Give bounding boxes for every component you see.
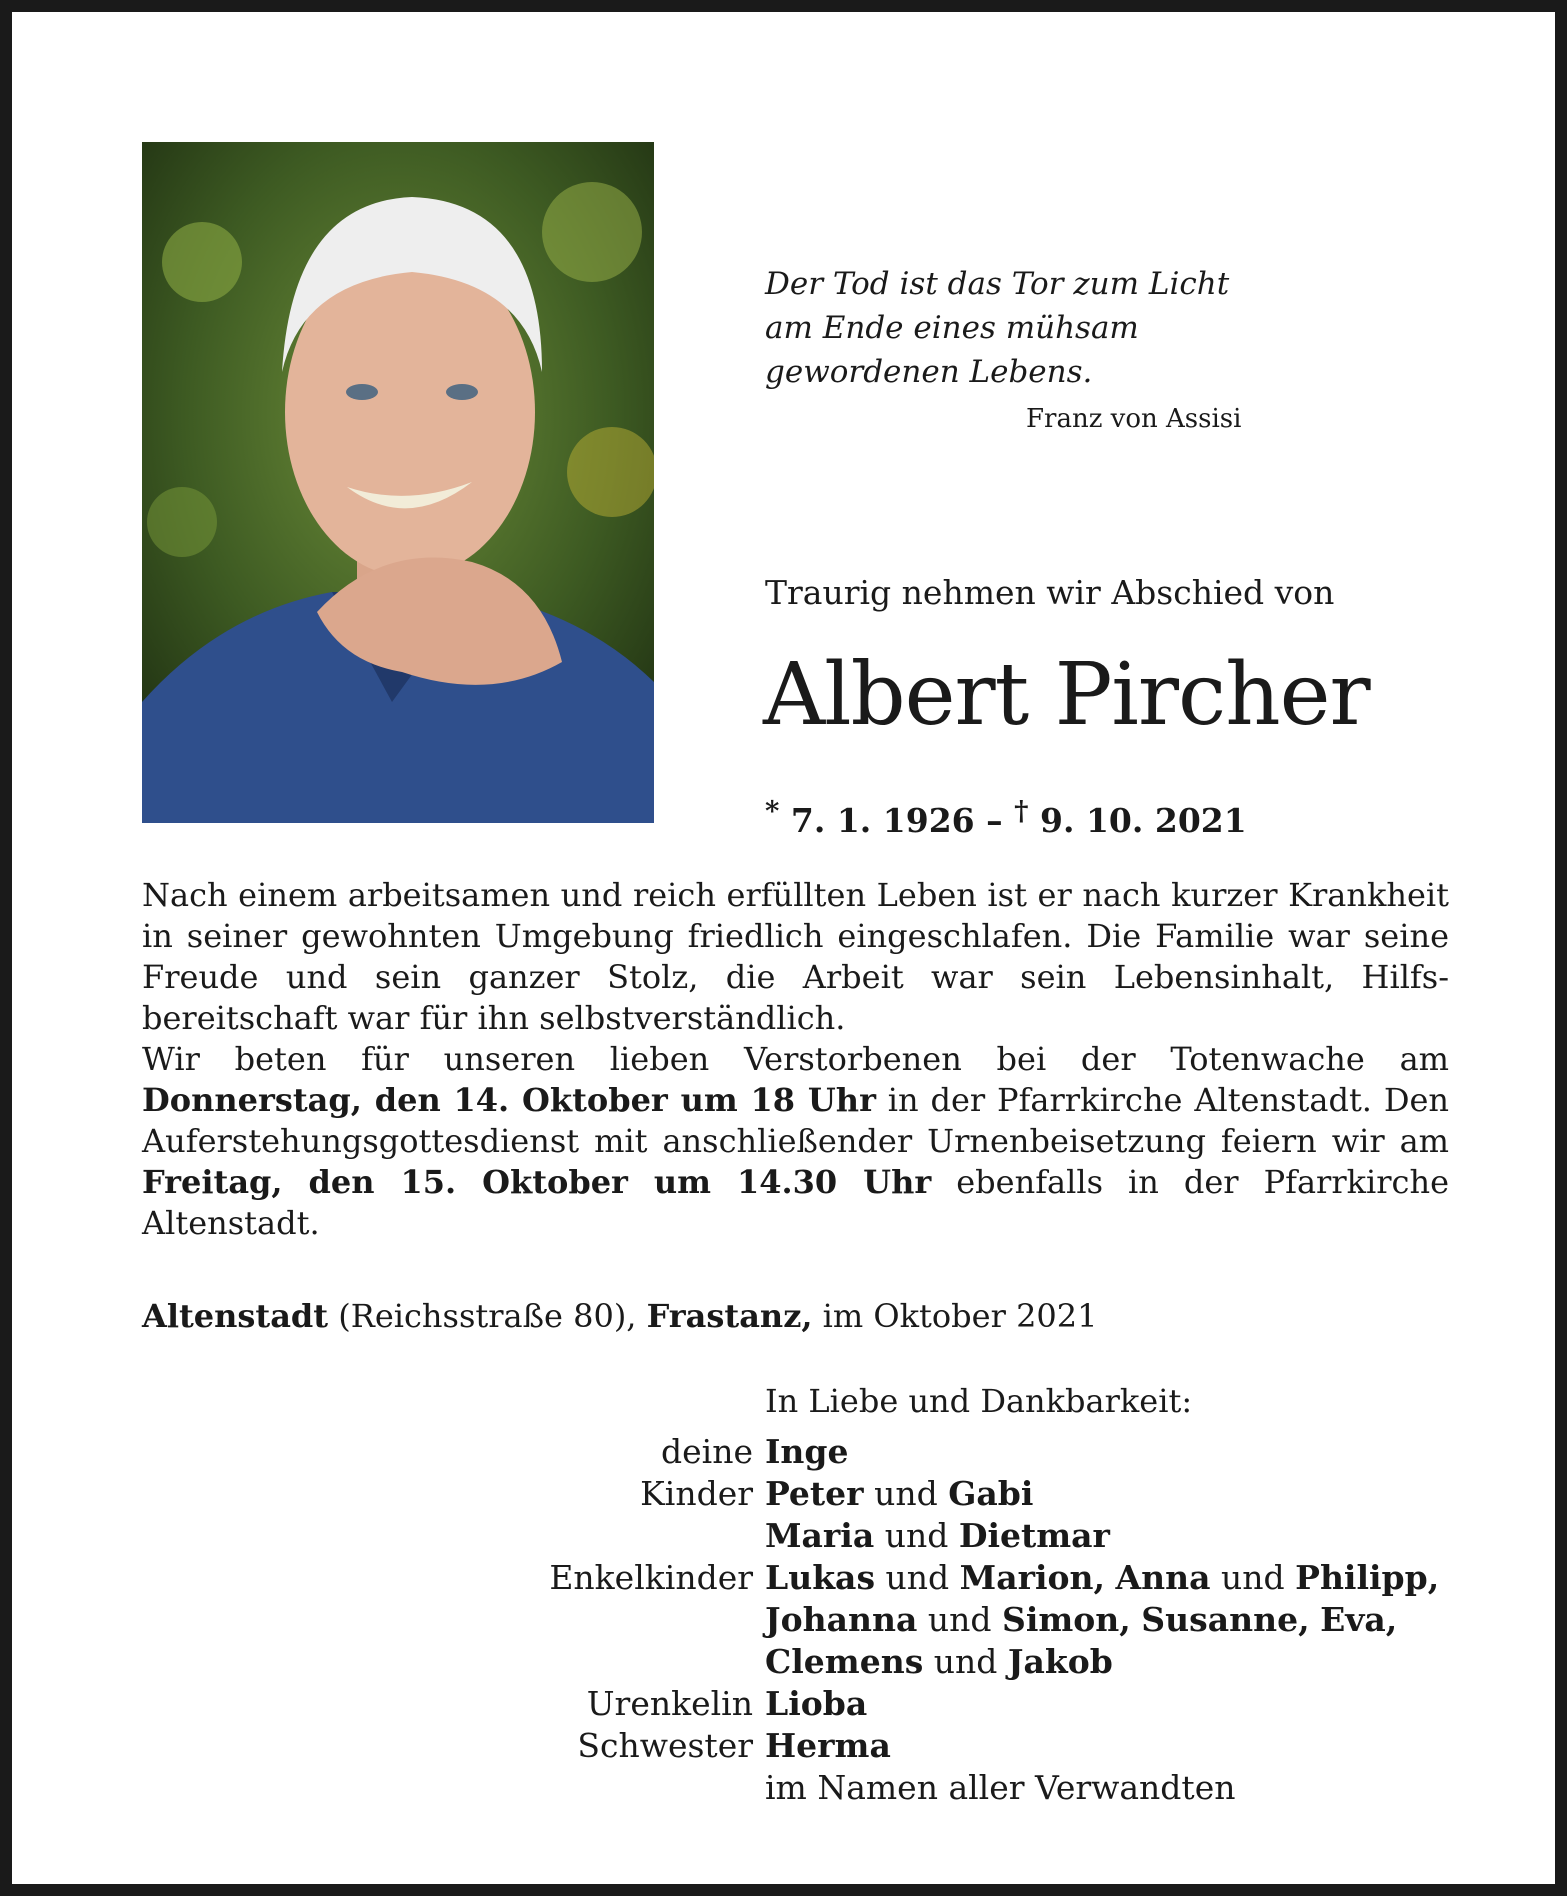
list-item <box>142 1683 1542 1725</box>
life-dates <box>765 795 1247 840</box>
list-item <box>142 1641 1542 1683</box>
relation-label: Kinder <box>640 1474 753 1513</box>
quote-line: am Ende eines mühsam <box>765 310 1139 346</box>
mourner-name: Eva, <box>1320 1600 1398 1639</box>
mourner-name: Johanna <box>765 1600 918 1639</box>
service-text: in der Pfarrkirche Altenstadt. Den Auferstehungsgottesdienst mit anschließender Urnenbeisetzung feiern wir am <box>142 1081 1450 1160</box>
mourner-name: Gabi <box>948 1474 1034 1513</box>
list-item <box>142 1431 1542 1473</box>
mourners-list <box>142 1431 1542 1809</box>
service-paragraph <box>142 1039 1449 1244</box>
portrait-photo <box>142 142 654 823</box>
mourner-name: Philipp, <box>1295 1558 1440 1597</box>
relation-label: Urenkelin <box>586 1684 753 1723</box>
quote-line: Der Tod ist das Tor zum Licht <box>765 266 1230 302</box>
relation-label: Enkelkinder <box>549 1558 753 1597</box>
list-item <box>142 1599 1542 1641</box>
obituary-text <box>142 875 1449 1244</box>
place-line <box>142 1297 1098 1335</box>
date-separator: – <box>986 801 1003 840</box>
mourner-name: Herma <box>765 1726 891 1765</box>
mourner-name: Inge <box>765 1432 849 1471</box>
closing-line: In Liebe und Dankbarkeit: <box>765 1382 1193 1420</box>
relation-label: deine <box>661 1432 753 1471</box>
list-item <box>142 1515 1542 1557</box>
conjunction: und <box>927 1600 992 1639</box>
mourner-name: Dietmar <box>958 1516 1110 1555</box>
mourner-name: Susanne, <box>1141 1600 1310 1639</box>
obituary-page <box>12 12 1555 1884</box>
relatives-line: im Namen aller Verwandten <box>765 1768 1236 1807</box>
conjunction: und <box>933 1642 998 1681</box>
wake-date: Donnerstag, den 14. Oktober um 18 Uhr <box>142 1081 876 1119</box>
quote-author: Franz von Assisi <box>1026 404 1242 434</box>
funeral-date: Freitag, den 15. Oktober um 14.30 Uhr <box>142 1163 932 1201</box>
birth-symbol: * <box>765 795 780 827</box>
mourner-name: Clemens <box>765 1642 924 1681</box>
conjunction: und <box>884 1516 949 1555</box>
address: (Reichsstraße 80), <box>338 1297 637 1335</box>
farewell-line: Traurig nehmen wir Abschied von <box>765 573 1335 612</box>
mourner-name: Marion, <box>959 1558 1105 1597</box>
deceased-name: Albert Pircher <box>763 645 1370 745</box>
conjunction: und <box>874 1474 938 1513</box>
list-item <box>142 1557 1542 1599</box>
death-date: 9. 10. 2021 <box>1040 801 1247 840</box>
list-item <box>142 1725 1542 1767</box>
mourner-name: Peter <box>765 1474 864 1513</box>
relation-label: Schwester <box>577 1726 753 1765</box>
body-paragraph: Nach einem arbeitsamen und reich erfüllten Leben ist er nach kurzer Krankheit in seiner gewohnten Umgebung friedlich eingeschlafen. Die Familie war seine Freude und sein ganzer Stolz, die Arbeit war sein Lebensinhalt, Hilfsbereitschaft war für ihn selbstverständlich. <box>142 876 1449 1037</box>
conjunction: und <box>1220 1558 1285 1597</box>
mourner-name: Lioba <box>765 1684 868 1723</box>
mourner-name: Maria <box>765 1516 875 1555</box>
town: Frastanz, <box>646 1297 813 1335</box>
quote-line: gewordenen Lebens. <box>765 354 1093 390</box>
list-item <box>142 1767 1542 1809</box>
list-item <box>142 1473 1542 1515</box>
place-date: im Oktober 2021 <box>822 1297 1098 1335</box>
service-text: Wir beten für unseren lieben Verstorbenen bei der Totenwache am <box>142 1040 1449 1078</box>
birth-date: 7. 1. 1926 <box>790 801 975 840</box>
mourner-name: Jakob <box>1007 1642 1113 1681</box>
mourner-name: Anna <box>1115 1558 1211 1597</box>
mourner-name: Simon, <box>1002 1600 1131 1639</box>
death-symbol: † <box>1014 795 1029 827</box>
mourner-name: Lukas <box>765 1558 876 1597</box>
service-text: ebenfalls in der Pfarrkirche Altenstadt. <box>142 1163 1450 1242</box>
quote <box>765 262 1229 394</box>
town: Altenstadt <box>142 1297 329 1335</box>
portrait-image <box>142 142 654 823</box>
conjunction: und <box>885 1558 950 1597</box>
